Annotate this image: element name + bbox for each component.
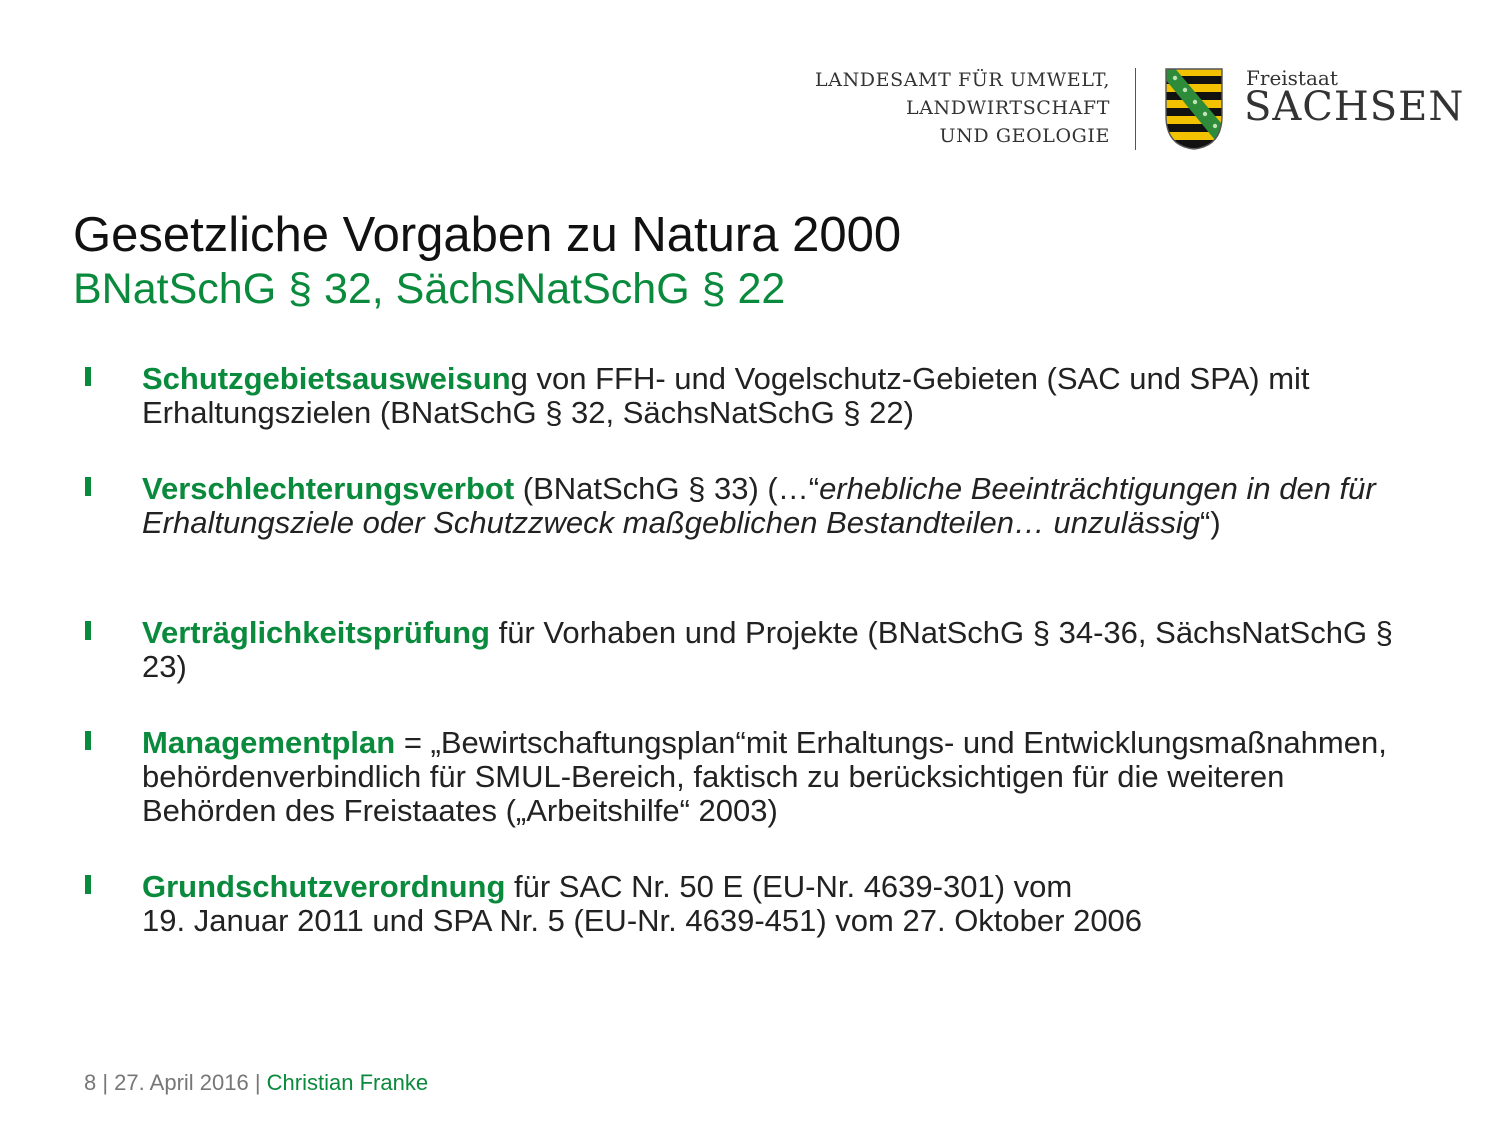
bullet-text [142,726,1392,828]
agency-line-2: LANDWIRTSCHAFT [906,97,1110,119]
agency-name [815,66,1110,150]
saxony-coat-of-arms-icon [1165,68,1223,150]
state-label-small: Freistaat [1246,66,1338,90]
bullet-description: g von FFH- und Vogelschutz-Gebieten (SAC und SPA) mit Erhaltungszielen (BNatSchG § 32, SächsNatSchG § 22) [142,361,1310,430]
bullet-description-end: “) [1200,505,1221,540]
bullet-text [142,362,1432,430]
bullet-quote: erhebliche Beeinträchtigungen in den für Erhaltungsziele oder Schutzzweck maßgeblichen Bestandteilen… unzulässig [142,471,1376,540]
bullet-keyword: Verträglichkeitsprüfung [142,615,490,650]
footer-page-date: 8 | 27. April 2016 | [84,1070,267,1095]
page-subtitle: BNatSchG § 32, SächsNatSchG § 22 [73,265,786,313]
bullet-keyword: Verschlechterungsverbot [142,471,515,506]
bullet-marker-icon [85,731,91,750]
bullet-description-line-2: 19. Januar 2011 und SPA Nr. 5 (EU-Nr. 4639-451) vom 27. Oktober 2006 [142,903,1143,938]
bullet-marker-icon [85,875,91,894]
footer [84,1070,428,1096]
footer-author: Christian Franke [266,1070,429,1095]
bullet-marker-icon [85,367,91,386]
bullet-description: = „Bewirtschaftungsplan“mit Erhaltungs- und Entwicklungsmaßnahmen, behördenverbindlich für SMUL-Bereich, faktisch zu berücksichtigen für die weiteren Behörden des Freistaates („Arbeitshilfe“ 2003) [142,725,1387,828]
bullet-description: für Vorhaben und Projekte (BNatSchG § 34-36, SächsNatSchG § 23) [142,615,1393,684]
bullet-marker-icon [85,621,91,640]
bullet-text [142,616,1432,684]
bullet-text [142,870,1432,938]
agency-line-1: LANDESAMT FÜR UMWELT, [815,69,1110,91]
bullet-keyword: Grundschutzverordnung [142,869,506,904]
agency-line-3: UND GEOLOGIE [939,125,1110,147]
state-label-big: SACHSEN [1244,84,1465,130]
bullet-keyword: Managementplan [142,725,396,760]
bullet-marker-icon [85,477,91,496]
bullet-description: für SAC Nr. 50 E (EU-Nr. 4639-301) vom [505,869,1073,904]
bullet-text [142,472,1432,540]
bullet-description: (BNatSchG § 33) (…“ [514,471,820,506]
page-title: Gesetzliche Vorgaben zu Natura 2000 [73,208,902,262]
bullet-keyword: Schutzgebietsausweisun [142,361,511,396]
logo-divider [1135,68,1136,150]
